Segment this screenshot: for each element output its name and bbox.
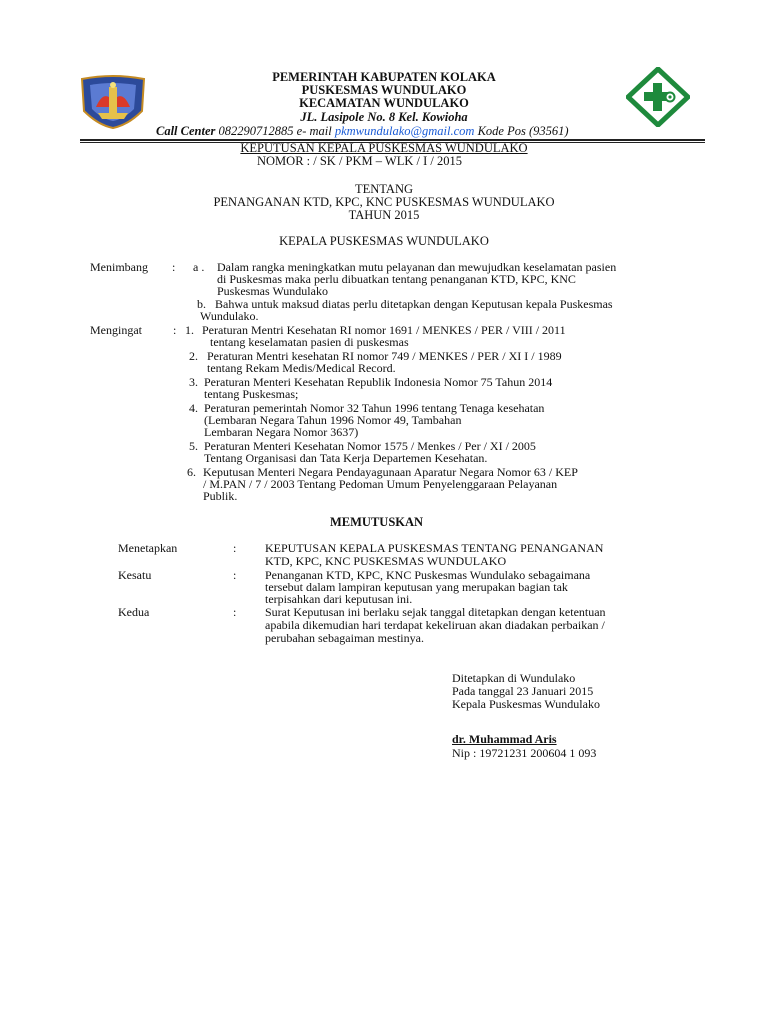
mengingat-item-5-num: 5. [189, 439, 198, 453]
mengingat-item-4-line1: Peraturan pemerintah Nomor 32 Tahun 1996 tentang Tenaga kesehatan [204, 401, 545, 415]
kedua-label: Kedua [118, 605, 150, 619]
signature-date: Pada tanggal 23 Januari 2015 [452, 684, 594, 698]
call-number: 082290712885 e- mail [218, 124, 332, 138]
menimbang-a-marker: a . [193, 260, 205, 274]
email-link[interactable]: pkmwundulako@gmail.com [334, 124, 475, 138]
contact-line [156, 125, 569, 138]
signatory-name: dr. Muhammad Aris [452, 732, 557, 746]
menimbang-b-marker: b. [197, 297, 206, 311]
kesatu-label: Kesatu [118, 568, 152, 582]
mengingat-item-6-num: 6. [187, 465, 196, 479]
menetapkan-line2: KTD, KPC, KNC PUSKESMAS WUNDULAKO [265, 554, 507, 568]
mengingat-item-6-line3: Publik. [203, 489, 238, 503]
memutuskan-heading: MEMUTUSKAN [330, 515, 424, 529]
signatory-nip: Nip : 19721231 200604 1 093 [452, 746, 597, 760]
decree-number: NOMOR : / SK / PKM – WLK / I / 2015 [257, 154, 462, 168]
kedua-line3: perubahan sebagaiman mestinya. [265, 631, 424, 645]
mengingat-item-4-num: 4. [189, 401, 198, 415]
menetapkan-line1: KEPUTUSAN KEPALA PUSKESMAS TENTANG PENANGANAN [265, 541, 604, 555]
menetapkan-label: Menetapkan [118, 541, 178, 555]
issuer-heading: KEPALA PUSKESMAS WUNDULAKO [279, 234, 489, 248]
mengingat-colon: : [173, 323, 177, 337]
mengingat-item-5-line1: Peraturan Menteri Kesehatan Nomor 1575 / Menkes / Per / XI / 2005 [204, 439, 536, 453]
mengingat-item-4-line3: Lembaran Negara Nomor 3637) [204, 425, 359, 439]
postal-code: Kode Pos (93561) [477, 124, 569, 138]
menimbang-label: Menimbang [90, 260, 148, 274]
letterhead-line1: PEMERINTAH KABUPATEN KOLAKA [272, 70, 496, 84]
tentang-heading: TENTANG [354, 182, 413, 196]
letterhead-address: JL. Lasipole No. 8 Kel. Kowioha [300, 110, 468, 124]
menetapkan-colon: : [233, 541, 237, 555]
kesatu-line2: tersebut dalam lampiran keputusan yang merupakan bagian tak [265, 580, 568, 594]
menimbang-a-line2: di Puskesmas maka perlu dibuatkan tentang penanganan KTD, KPC, KNC [217, 272, 576, 286]
mengingat-item-3-num: 3. [189, 375, 198, 389]
mengingat-item-5-line2: Tentang Organisasi dan Tata Kerja Departemen Kesehatan. [204, 451, 488, 465]
mengingat-item-1-line1: Peraturan Mentri Kesehatan RI nomor 1691 / MENKES / PER / VIII / 2011 [202, 323, 566, 337]
kesatu-line1: Penanganan KTD, KPC, KNC Puskesmas Wundulako sebagaimana [265, 568, 591, 582]
kesatu-colon: : [233, 568, 237, 582]
kedua-colon: : [233, 605, 237, 619]
mengingat-item-6-line2: / M.PAN / 7 / 2003 Tentang Pedoman Umum Penyelenggaraan Pelayanan [203, 477, 558, 491]
mengingat-item-3-line2: tentang Puskesmas; [204, 387, 299, 401]
mengingat-item-2-num: 2. [189, 349, 198, 363]
mengingat-item-3-line1: Peraturan Menteri Kesehatan Republik Indonesia Nomor 75 Tahun 2014 [204, 375, 553, 389]
decree-year: TAHUN 2015 [348, 208, 420, 222]
mengingat-item-1-num: 1. [185, 323, 194, 337]
decree-subject: PENANGANAN KTD, KPC, KNC PUSKESMAS WUNDULAKO [213, 195, 555, 209]
menimbang-b-line2: Wundulako. [200, 309, 259, 323]
kedua-line2: apabila dikemudian hari terdapat kekeliruan akan diadakan perbaikan / [265, 618, 605, 632]
mengingat-item-4-line2: (Lembaran Negara Tahun 1996 Nomor 49, Tambahan [204, 413, 462, 427]
kedua-line1: Surat Keputusan ini berlaku sejak tanggal ditetapkan dengan ketentuan [265, 605, 606, 619]
signature-position: Kepala Puskesmas Wundulako [452, 697, 600, 711]
mengingat-item-6-line1: Keputusan Menteri Negara Pendayagunaan Aparatur Negara Nomor 63 / KEP [203, 465, 578, 479]
menimbang-b-line1: Bahwa untuk maksud diatas perlu ditetapkan dengan Keputusan kepala Puskesmas [215, 297, 613, 311]
letterhead-line3: KECAMATAN WUNDULAKO [299, 96, 469, 110]
mengingat-item-1-line2: tentang keselamatan pasien di puskesmas [210, 335, 409, 349]
call-center-label: Call Center [156, 124, 216, 138]
menimbang-a-line1: Dalam rangka meningkatkan mutu pelayanan dan mewujudkan keselamatan pasien [217, 260, 617, 274]
menimbang-colon: : [172, 260, 176, 274]
signature-place: Ditetapkan di Wundulako [452, 671, 576, 685]
menimbang-a-line3: Puskesmas Wundulako [217, 284, 328, 298]
decree-title: KEPUTUSAN KEPALA PUSKESMAS WUNDULAKO [240, 141, 528, 155]
letterhead-line2: PUSKESMAS WUNDULAKO [301, 83, 467, 97]
mengingat-item-2-line1: Peraturan Mentri kesehatan RI nomor 749 / MENKES / PER / XI I / 1989 [207, 349, 562, 363]
mengingat-item-2-line2: tentang Rekam Medis/Medical Record. [207, 361, 396, 375]
kesatu-line3: terpisahkan dari keputusan ini. [265, 592, 413, 606]
mengingat-label: Mengingat [90, 323, 142, 337]
